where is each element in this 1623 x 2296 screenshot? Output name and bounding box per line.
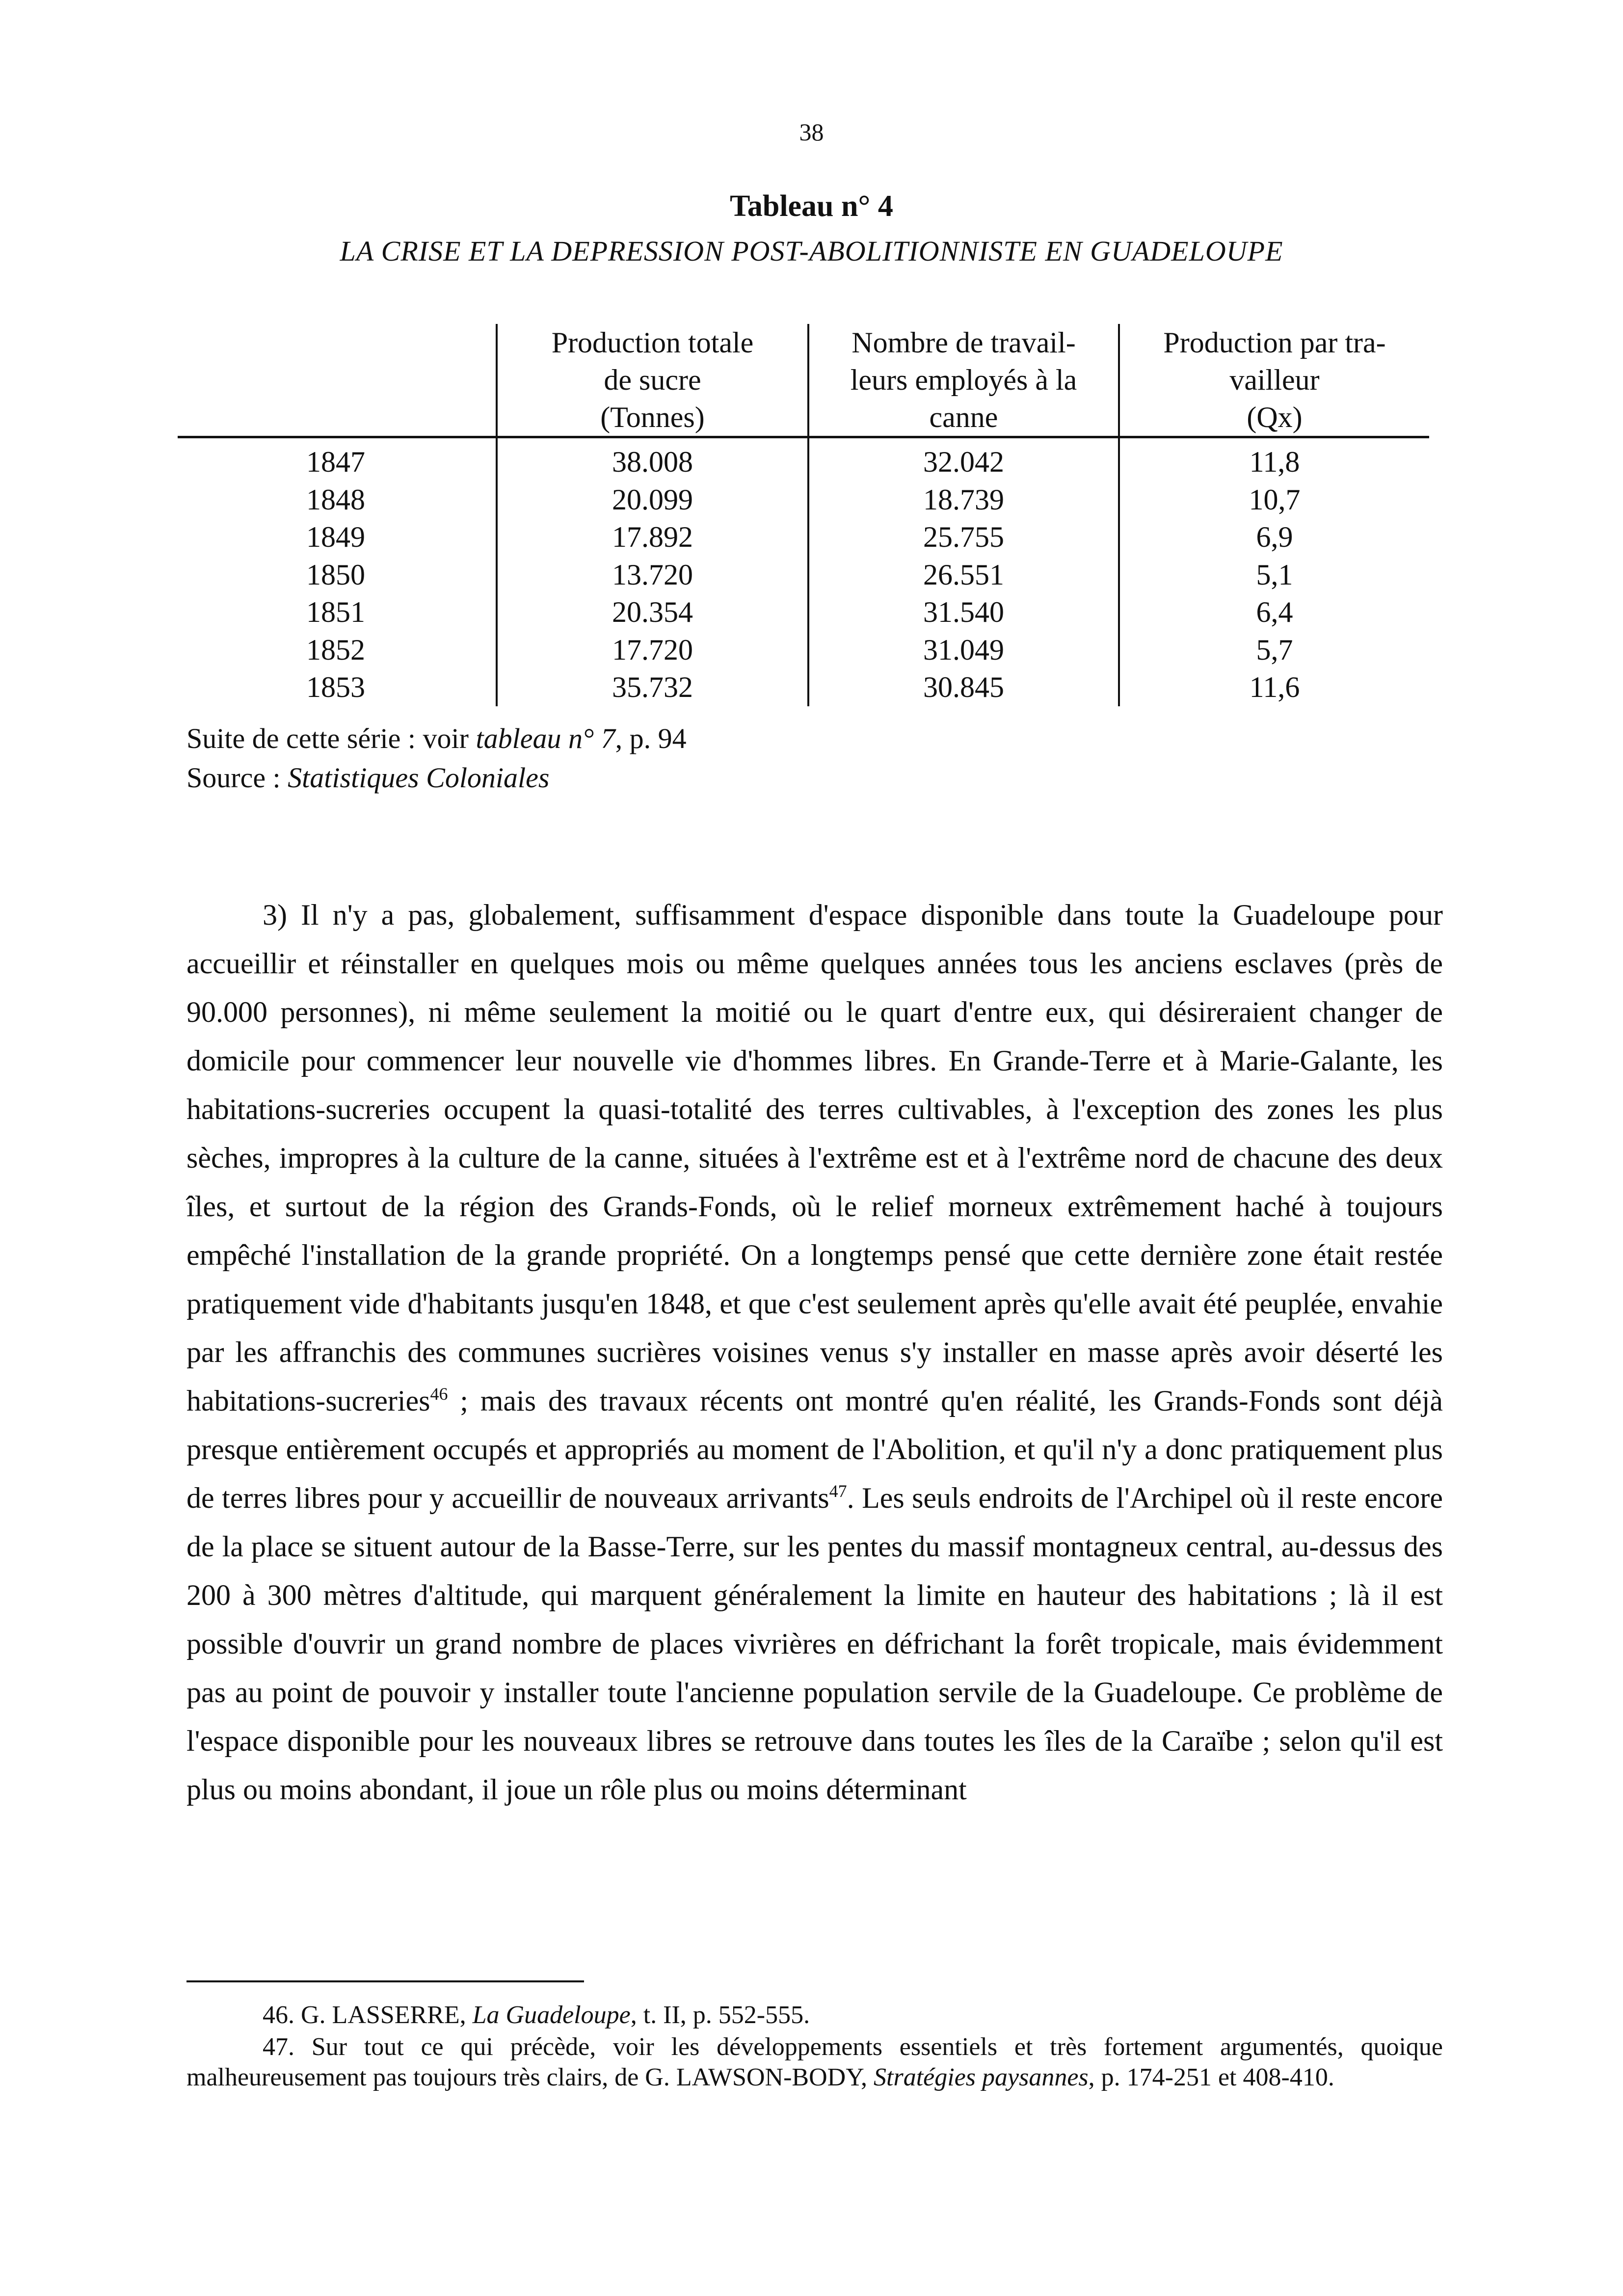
footnote-text: 46. G. LASSERRE, — [263, 2001, 473, 2029]
cell-production: 20.354 — [497, 593, 808, 631]
table-row — [178, 437, 1429, 481]
cell-production: 38.008 — [497, 437, 808, 481]
cell-workers: 32.042 — [808, 437, 1119, 481]
cell-production: 17.720 — [497, 631, 808, 669]
cell-production: 17.892 — [497, 518, 808, 556]
header-production-totale — [497, 324, 808, 437]
header-line: Production par tra- — [1163, 326, 1386, 359]
footnote-ref-47[interactable]: 47 — [829, 1481, 847, 1501]
table-subtitle: LA CRISE ET LA DEPRESSION POST-ABOLITIONNISTE EN GUADELOUPE — [340, 235, 1283, 267]
footnote-text: , t. II, p. 552-555. — [630, 2001, 810, 2029]
cell-per-worker: 11,8 — [1249, 446, 1300, 478]
header-line: vailleur — [1229, 364, 1320, 396]
table-title: Tableau n° 4 — [730, 189, 893, 223]
page-number: 38 — [799, 118, 824, 146]
header-line: leurs employés à la — [850, 364, 1077, 396]
table-row — [178, 668, 1429, 706]
footnote-separator — [186, 1980, 584, 1982]
cell-per-worker: 10,7 — [1249, 483, 1301, 516]
header-nombre-travailleurs — [808, 324, 1119, 437]
footnote-ref-46[interactable]: 46 — [430, 1384, 448, 1404]
cell-year: 1851 — [178, 593, 497, 631]
table-row — [178, 556, 1429, 594]
cell-workers: 30.845 — [808, 668, 1119, 706]
table-header-row — [178, 324, 1429, 437]
cell-production: 35.732 — [497, 668, 808, 706]
table-note-source — [186, 758, 549, 798]
header-line: Nombre de travail- — [851, 326, 1076, 359]
table-row — [178, 593, 1429, 631]
header-line: Production totale — [551, 326, 754, 359]
header-line: canne — [929, 401, 998, 433]
cell-production: 20.099 — [497, 481, 808, 519]
header-line: (Tonnes) — [600, 401, 705, 433]
cell-workers: 31.540 — [808, 593, 1119, 631]
header-line: de sucre — [604, 364, 701, 396]
cell-workers: 25.755 — [808, 518, 1119, 556]
table-row — [178, 631, 1429, 669]
footnote-46 — [186, 2000, 1443, 2030]
cell-production: 13.720 — [497, 556, 808, 594]
cell-per-worker: 6,4 — [1256, 596, 1293, 628]
cell-workers: 26.551 — [808, 556, 1119, 594]
cell-year: 1848 — [178, 481, 497, 519]
note-source-title: Statistiques Coloniales — [288, 762, 550, 794]
cell-year: 1852 — [178, 631, 497, 669]
note-reference: tableau n° 7 — [476, 722, 615, 754]
cell-per-worker: 5,1 — [1256, 558, 1293, 591]
header-year — [178, 324, 497, 437]
paragraph-text: 3) Il n'y a pas, globalement, suffisamment d'espace disponible dans toute la Guadeloupe pour accueillir et réinstaller en quelques mois ou même quelques années tous les anciens esclaves (près de 90.000 personnes), ni même seulement la moitié ou le quart d'entre eux, qui désireraient changer de domicile pour commencer leur nouvelle vie d'hommes libres. En Grande-Terre et à Marie-Galante, les habitations-sucreries occupent la quasi-totalité des terres cultivables, à l'exception des zones les plus sèches, impropres à la culture de la canne, situées à l'extrême est et à l'extrême nord de chacune des deux îles, et surtout de la région des Grands-Fonds, où le relief morneux extrêmement haché à toujours empêché l'installation de la grande propriété. On a longtemps pensé que cette dernière zone était restée pratiquement vide d'habitants jusqu'en 1848, et que c'est seulement après qu'elle avait été peuplée, envahie par les affranchis des communes sucrières voisines venus s'y installer en masse après avoir déserté les habitations-sucreries — [186, 899, 1443, 1417]
footnote-title: La Guadeloupe — [472, 2001, 631, 2029]
cell-year: 1850 — [178, 556, 497, 594]
header-production-par-travailleur — [1119, 324, 1429, 437]
note-text: Suite de cette série : voir — [186, 722, 476, 754]
paragraph-text: ; mais des travaux récents ont montré qu'en réalité, les Grands-Fonds sont déjà presque entièrement occupés et appropriés au moment de l'Abolition, et qu'il n'y a donc pratiquement plus de terres libres pour y accueillir de nouveaux arrivants — [186, 1385, 1443, 1514]
cell-workers: 31.049 — [808, 631, 1119, 669]
cell-workers: 18.739 — [808, 481, 1119, 519]
note-text: , p. 94 — [615, 722, 687, 754]
cell-year: 1853 — [178, 668, 497, 706]
header-line: (Qx) — [1247, 401, 1303, 433]
cell-per-worker: 11,6 — [1249, 671, 1300, 703]
cell-year: 1847 — [178, 437, 497, 481]
data-table — [178, 324, 1429, 706]
cell-year: 1849 — [178, 518, 497, 556]
note-text: Source : — [186, 762, 288, 794]
footnote-47 — [186, 2032, 1443, 2093]
cell-per-worker: 5,7 — [1256, 633, 1293, 666]
body-paragraph — [186, 891, 1443, 1814]
paragraph-text: . Les seuls endroits de l'Archipel où il reste encore de la place se situent autour de la Basse-Terre, sur les pentes du massif montagneux central, au-dessus des 200 à 300 mètres d'altitude, qui marquent généralement la limite en hauteur des habitations ; là il est possible d'ouvrir un grand nombre de places vivrières en défrichant la forêt tropicale, mais évidemment pas au point de pouvoir y installer toute l'ancienne population servile de la Guadeloupe. Ce problème de l'espace disponible pour les nouveaux libres se retrouve dans toutes les îles de la Caraïbe ; selon qu'il est plus ou moins abondant, il joue un rôle plus ou moins déterminant — [186, 1482, 1443, 1806]
table-note-suite — [186, 719, 687, 758]
table-row — [178, 518, 1429, 556]
cell-per-worker: 6,9 — [1256, 521, 1293, 553]
table-row — [178, 481, 1429, 519]
footnote-text: 47. Sur tout ce qui précède, voir les développements essentiels et très fortement argumentés, quoique malheureusement pas toujours très clairs, de G. LAWSON-BODY, — [186, 2033, 1443, 2091]
footnote-title: Stratégies paysannes — [874, 2063, 1089, 2091]
footnote-text: , p. 174-251 et 408-410. — [1088, 2063, 1334, 2091]
